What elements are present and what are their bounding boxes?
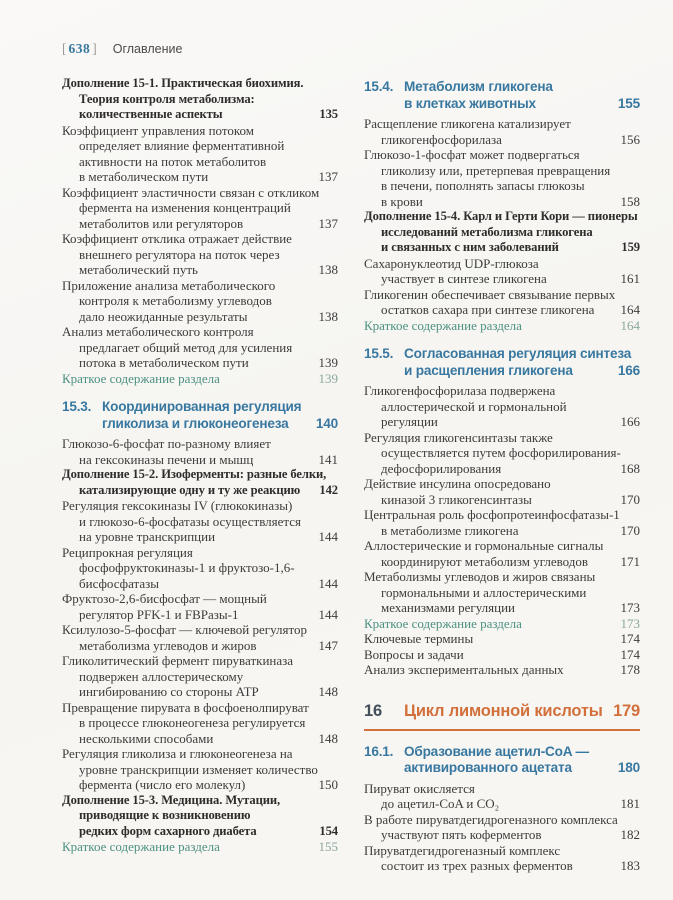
toc-entry-plain — [62, 185, 338, 232]
entry-text: Метаболизмы углеводов и жиров связаны — [364, 569, 596, 584]
toc-entry-plain — [62, 622, 338, 653]
toc-line — [364, 507, 640, 523]
entry-text: Центральная роль фосфопротеинфосфатазы-1 — [364, 507, 620, 522]
entry-text: Гликолитический фермент пируваткиназа — [62, 653, 294, 668]
entry-text: осуществляется путем фосфорилирования- — [381, 445, 621, 460]
toc-entry-plain — [364, 476, 640, 507]
entry-text: гликолизу или, претерпевая превращения — [381, 162, 611, 178]
toc-line — [62, 138, 338, 154]
toc-line — [364, 538, 640, 554]
toc-entry-plain — [62, 498, 338, 545]
entry-text: метаболизма углеводов и жиров — [79, 637, 257, 653]
toc-entry-plain — [62, 653, 338, 700]
entry-text: состоит из трех разных ферментов — [381, 858, 573, 873]
toc-entry-summary — [364, 616, 640, 632]
page-number-ref: 164 — [620, 302, 640, 317]
entry-text: аллостерической и гормональной — [381, 398, 567, 414]
entry-text: гликогенфосфорилаза — [381, 131, 502, 147]
entry-text: Гликогенин обеспечивает связывание первых — [364, 286, 616, 302]
toc-entry-plain — [364, 569, 640, 616]
toc-line — [364, 163, 640, 179]
entry-text: остатков сахара при синтезе гликогена — [381, 302, 595, 317]
page-number-ref: 144 — [318, 606, 338, 622]
page-number-ref: 174 — [620, 646, 640, 662]
entry-text: Коэффициент эластичности связан с откликом — [62, 184, 320, 200]
entry-text: в клетках животных — [404, 95, 536, 111]
toc-entry-chapter — [364, 702, 640, 731]
toc-line — [364, 554, 640, 570]
entry-text: Согласованная регуляция синтеза — [404, 346, 632, 361]
entry-text: в печени, пополнять запасы глюкозы — [381, 178, 585, 193]
toc-line — [62, 560, 338, 576]
toc-entry-section — [364, 79, 640, 112]
toc-line — [62, 154, 338, 170]
toc-line — [364, 492, 640, 508]
entry-text: метаболитов или регуляторов — [79, 215, 244, 231]
entry-text: Краткое содержание раздела — [62, 370, 220, 386]
entry-text: участвуют пять коферментов — [381, 827, 542, 842]
page-number-ref: 155 — [617, 95, 640, 111]
entry-text: катализирующие одну и ту же реакцию — [79, 482, 301, 497]
toc-line — [364, 827, 640, 843]
entry-text: Пируватдегидрогеназный комплекс — [364, 842, 561, 858]
toc-line — [364, 796, 640, 812]
chapter-number: 16 — [364, 701, 382, 720]
toc-entry-plain — [364, 781, 640, 812]
page-number-ref: 156 — [620, 131, 640, 147]
toc-line — [62, 436, 338, 452]
toc-entry-bold — [364, 209, 640, 256]
toc-line — [364, 461, 640, 477]
toc-entry-bold — [62, 76, 338, 123]
toc-line — [364, 287, 640, 303]
toc-entry-bold — [62, 467, 338, 498]
toc-entry-section — [62, 399, 338, 432]
entry-text: Вопросы и задачи — [364, 646, 464, 662]
toc-entry-plain — [62, 231, 338, 278]
entry-text: дефосфорилирования — [381, 460, 502, 476]
entry-text: Регуляция гликолиза и глюконеогенеза на — [62, 746, 293, 761]
toc-line — [364, 616, 640, 632]
toc-line — [62, 309, 338, 325]
page-number-ref: 170 — [620, 491, 640, 507]
toc-line — [364, 302, 640, 318]
entry-text: Дополнение 15-4. Карл и Герти Кори — пионеры — [364, 209, 638, 223]
page-header — [62, 41, 640, 57]
entry-text: координируют метаболизм углеводов — [381, 553, 589, 569]
toc-column-right — [364, 76, 640, 874]
entry-text: Гликогенфосфорилаза подвержена — [364, 383, 556, 398]
entry-text: Образование ацетил-CoA — — [404, 743, 589, 759]
toc-line — [62, 808, 338, 824]
toc-line — [364, 781, 640, 797]
entry-text: Регуляция гексокиназы IV (глюкокиназы) — [62, 498, 293, 513]
toc-line — [62, 452, 338, 468]
toc-line — [364, 843, 640, 859]
entry-text: Ключевые термины — [364, 631, 474, 646]
page-number-ref: 178 — [620, 662, 640, 677]
entry-text: Сахаронуклеотид UDP-глюкоза — [364, 255, 539, 271]
entry-text: Дополнение 15-1. Практическая биохимия. — [62, 76, 304, 90]
entry-text: Пируват окисляется — [364, 780, 475, 796]
entry-text: редких форм сахарного диабета — [79, 823, 257, 838]
entry-text: Действие инсулина опосредовано — [364, 476, 551, 491]
entry-text: Анализ экспериментальных данных — [364, 662, 564, 677]
page-number-ref: 139 — [318, 355, 338, 370]
toc-line — [62, 416, 338, 433]
entry-text: метаболический путь — [79, 262, 198, 277]
toc-entry-plain — [364, 287, 640, 318]
page-number-ref: 173 — [620, 600, 640, 615]
toc-entry-summary — [62, 371, 338, 387]
toc-line — [364, 318, 640, 334]
toc-line — [62, 185, 338, 201]
header-title: Оглавление — [112, 42, 183, 56]
toc-line — [364, 96, 640, 113]
entry-text: в метаболизме гликогена — [381, 522, 519, 538]
toc-line — [62, 76, 338, 92]
toc-line — [62, 731, 338, 747]
toc-line — [62, 622, 338, 638]
entry-text: в метаболическом пути — [79, 169, 209, 184]
entry-text: киназой 3 гликогенсинтазы — [381, 491, 532, 507]
entry-text: количественные аспекты — [79, 107, 223, 121]
toc-entry-plain — [364, 256, 640, 287]
toc-line — [62, 777, 338, 793]
entry-text: Глюкозо-1-фосфат может подвергаться — [364, 147, 580, 162]
toc-entry-plain — [364, 812, 640, 843]
entry-text: гликолиза и глюконеогенеза — [102, 415, 289, 431]
toc-line — [62, 324, 338, 340]
toc-line — [62, 669, 338, 685]
toc-entry-plain — [364, 662, 640, 678]
page-number-ref: 139 — [318, 370, 338, 386]
toc-entry-plain — [62, 545, 338, 592]
toc-entry-plain — [364, 507, 640, 538]
toc-line — [364, 194, 640, 210]
section-number: 16.1. — [364, 743, 394, 759]
toc-entry-plain — [62, 591, 338, 622]
page-number-ref: 141 — [318, 451, 338, 467]
toc-line — [364, 600, 640, 616]
toc-line — [364, 445, 640, 461]
entry-text: контроля к метаболизму углеводов — [79, 293, 272, 308]
toc-entry-plain — [364, 147, 640, 209]
toc-entry-section — [364, 346, 640, 379]
toc-line — [364, 178, 640, 194]
toc-entry-plain — [364, 116, 640, 147]
entry-text: Приложение анализа метаболического — [62, 277, 276, 293]
toc-entry-bold — [62, 793, 338, 840]
toc-line — [364, 147, 640, 163]
toc-entry-plain — [364, 631, 640, 647]
toc-line — [62, 340, 338, 356]
page-number-ref: 182 — [620, 827, 640, 842]
toc-entry-plain — [364, 843, 640, 874]
toc-line — [62, 467, 338, 483]
toc-line — [62, 824, 338, 840]
toc-line — [62, 371, 338, 387]
entry-text: фермента на изменения концентраций — [79, 200, 291, 215]
toc-line — [62, 715, 338, 731]
toc-line — [364, 132, 640, 148]
toc-entry-plain — [364, 383, 640, 430]
page-number-ref: 144 — [318, 529, 338, 544]
entry-text: Глюкозо-6-фосфат по-разному влияет — [62, 436, 271, 451]
bracket-close: ] — [92, 41, 97, 56]
chapter-title: Цикл лимонной кислоты — [404, 701, 603, 720]
entry-text: на гексокиназы печени и мышц — [79, 451, 254, 467]
toc-line — [62, 700, 338, 716]
toc-line — [62, 793, 338, 809]
toc-line — [364, 209, 640, 225]
entry-text: Теория контроля метаболизма: — [79, 91, 255, 106]
toc-entry-plain — [62, 700, 338, 747]
page-number-ref: 183 — [620, 858, 640, 873]
entry-text: Аллостерические и гормональные сигналы — [364, 538, 604, 553]
toc-line — [62, 262, 338, 278]
page-number-ref: 166 — [617, 362, 640, 378]
toc-line — [62, 746, 338, 762]
toc-entry-summary — [364, 318, 640, 334]
toc-line — [364, 240, 640, 256]
toc-line — [62, 684, 338, 700]
page-number-ref: 174 — [620, 631, 640, 646]
toc-line — [364, 383, 640, 399]
chapter-page-ref: 179 — [613, 701, 640, 720]
toc-line — [62, 200, 338, 216]
toc-entry-plain — [62, 123, 338, 185]
entry-text: исследований метаболизма гликогена — [381, 224, 593, 239]
page-number-ref: 147 — [318, 637, 338, 653]
toc-line — [364, 585, 640, 601]
page-number-ref: 154 — [319, 823, 338, 838]
page-number-value: 638 — [68, 41, 91, 56]
page-number-ref: 137 — [318, 169, 338, 184]
toc-line — [62, 355, 338, 371]
entry-text: Анализ метаболического контроля — [62, 324, 254, 339]
page-number-ref: 158 — [620, 193, 640, 209]
toc-columns — [62, 76, 640, 874]
page-number-ref: 168 — [620, 460, 640, 476]
toc-line — [62, 762, 338, 778]
page-number-ref: 138 — [318, 308, 338, 324]
toc-line — [62, 278, 338, 294]
page-number-ref: 164 — [620, 317, 640, 333]
section-number: 15.4. — [364, 79, 394, 94]
entry-text: уровне транскрипции изменяет количество — [79, 761, 318, 777]
entry-text: Метаболизм гликогена — [404, 79, 553, 94]
entry-text: и расщепления гликогена — [404, 362, 573, 378]
toc-line — [62, 839, 338, 855]
toc-entry-plain — [62, 436, 338, 467]
entry-text: фосфофруктокиназы-1 и фруктозо-1,6- — [79, 560, 295, 575]
entry-text: Коэффициент управления потоком — [62, 122, 255, 138]
entry-text: активности на поток метаболитов — [79, 153, 267, 169]
entry-text: Краткое содержание раздела — [364, 615, 522, 631]
toc-line — [364, 363, 640, 380]
entry-text: участвует в синтезе гликогена — [381, 271, 547, 286]
entry-text: несколькими способами — [79, 730, 214, 746]
toc-line — [62, 123, 338, 139]
entry-text: Фруктозо-2,6-бисфосфат — мощный — [62, 591, 267, 606]
toc-line — [62, 107, 338, 123]
entry-text: в крови — [381, 193, 423, 209]
toc-line — [364, 662, 640, 678]
entry-text: фермента (число его молекул) — [79, 777, 246, 792]
toc-line — [364, 271, 640, 287]
page-number-ref: 173 — [620, 615, 640, 631]
entry-text: ингибированию со стороны ATP — [79, 684, 259, 699]
page-number-ref: 161 — [620, 271, 640, 286]
page-number-ref: 166 — [620, 414, 640, 429]
entry-text: и связанных с ним заболеваний — [381, 240, 559, 254]
entry-text: Краткое содержание раздела — [62, 839, 220, 854]
toc-entry-summary — [62, 839, 338, 855]
toc-line — [364, 569, 640, 585]
toc-line — [62, 545, 338, 561]
toc-line — [62, 231, 338, 247]
page-number — [62, 41, 97, 57]
bracket-open: [ — [62, 41, 67, 56]
entry-text: гормональными и аллостерическими — [381, 584, 587, 600]
page-number-ref: 171 — [620, 553, 640, 569]
entry-text: Реципрокная регуляция — [62, 544, 193, 560]
entry-text: Ксилулозо-5-фосфат — ключевой регулятор — [62, 622, 308, 637]
entry-text: потока в метаболическом пути — [79, 355, 249, 370]
toc-line — [364, 430, 640, 446]
toc-line — [364, 523, 640, 539]
toc-line — [62, 607, 338, 623]
entry-text: подвержен аллостерическому — [79, 668, 244, 684]
page-number-ref: 137 — [318, 215, 338, 231]
entry-text: на уровне транскрипции — [79, 529, 216, 544]
section-number: 15.3. — [62, 399, 92, 414]
toc-entry-plain — [62, 278, 338, 325]
entry-text: Дополнение 15-3. Медицина. Мутации, — [62, 792, 281, 807]
entry-text: Дополнение 15-2. Изоферменты: разные белки, — [62, 467, 327, 481]
toc-line — [364, 225, 640, 241]
entry-text: регулятор PFK-1 и FBPазы-1 — [79, 606, 239, 622]
toc-line — [62, 529, 338, 545]
toc-line — [364, 858, 640, 874]
entry-text: приводящие к возникновению — [79, 808, 251, 822]
page-number-ref: 148 — [318, 730, 338, 746]
entry-text: Координированная регуляция — [102, 399, 302, 414]
toc-line — [62, 169, 338, 185]
toc-line — [364, 346, 640, 363]
page-number-ref: 180 — [617, 760, 640, 775]
entry-text: механизмами регуляции — [381, 600, 515, 615]
toc-entry-section — [364, 744, 640, 777]
entry-text: бисфосфатазы — [79, 575, 160, 591]
toc-column-left — [62, 76, 338, 874]
entry-text: и глюкозо-6-фосфатазы осуществляется — [79, 513, 301, 529]
entry-text: внешнего регулятора на поток через — [79, 246, 280, 262]
entry-text: Превращение пирувата в фосфоенолпируват — [62, 699, 309, 715]
entry-text: определяет влияние ферментативной — [79, 138, 285, 153]
entry-text: Коэффициент отклика отражает действие — [62, 231, 292, 246]
toc-line — [364, 476, 640, 492]
toc-line — [364, 647, 640, 663]
toc-line — [62, 638, 338, 654]
entry-text: Расщепление гликогена катализирует — [364, 116, 571, 131]
toc-line — [62, 247, 338, 263]
entry-text: регуляции — [381, 414, 438, 429]
toc-entry-plain — [364, 647, 640, 663]
toc-line — [364, 399, 640, 415]
toc-line — [364, 760, 640, 777]
toc-entry-plain — [62, 746, 338, 793]
toc-line — [62, 399, 338, 416]
toc-line — [364, 414, 640, 430]
page-number-ref: 142 — [319, 482, 338, 497]
page-number-ref: 135 — [319, 107, 338, 121]
toc-entry-plain — [364, 538, 640, 569]
toc-line — [364, 744, 640, 761]
entry-text: Регуляция гликогенсинтазы также — [364, 429, 553, 445]
toc-line — [364, 256, 640, 272]
entry-text: в процессе глюконеогенеза регулируется — [79, 715, 306, 730]
chapter-line — [364, 702, 640, 720]
toc-entry-plain — [62, 324, 338, 371]
toc-line — [364, 631, 640, 647]
page-number-ref: 140 — [315, 415, 338, 431]
toc-line — [62, 92, 338, 108]
toc-line — [62, 653, 338, 669]
entry-text: предлагает общий метод для усиления — [79, 339, 293, 355]
entry-text: В работе пируватдегидрогеназного комплекса — [364, 811, 618, 827]
toc-line — [62, 514, 338, 530]
toc-line — [62, 293, 338, 309]
entry-text: дало неожиданные результаты — [79, 308, 248, 324]
toc-line — [62, 591, 338, 607]
page-number-ref: 148 — [318, 684, 338, 699]
page-number-ref: 181 — [620, 796, 640, 811]
page-number-ref: 144 — [318, 575, 338, 591]
page-number-ref: 138 — [318, 262, 338, 277]
toc-line — [62, 216, 338, 232]
section-number: 15.5. — [364, 346, 394, 361]
toc-line — [62, 576, 338, 592]
page-number-ref: 150 — [318, 777, 338, 792]
toc-entry-plain — [364, 430, 640, 477]
entry-text: до ацетил-CoA и CO₂ — [381, 796, 500, 811]
page-number-ref: 155 — [318, 839, 338, 854]
toc-line — [364, 116, 640, 132]
toc-line — [364, 79, 640, 96]
page-number-ref: 159 — [621, 240, 640, 254]
entry-text: активированного ацетата — [404, 760, 572, 775]
toc-line — [364, 812, 640, 828]
toc-line — [62, 483, 338, 499]
entry-text: Краткое содержание раздела — [364, 317, 522, 333]
toc-line — [62, 498, 338, 514]
page-number-ref: 170 — [620, 522, 640, 538]
